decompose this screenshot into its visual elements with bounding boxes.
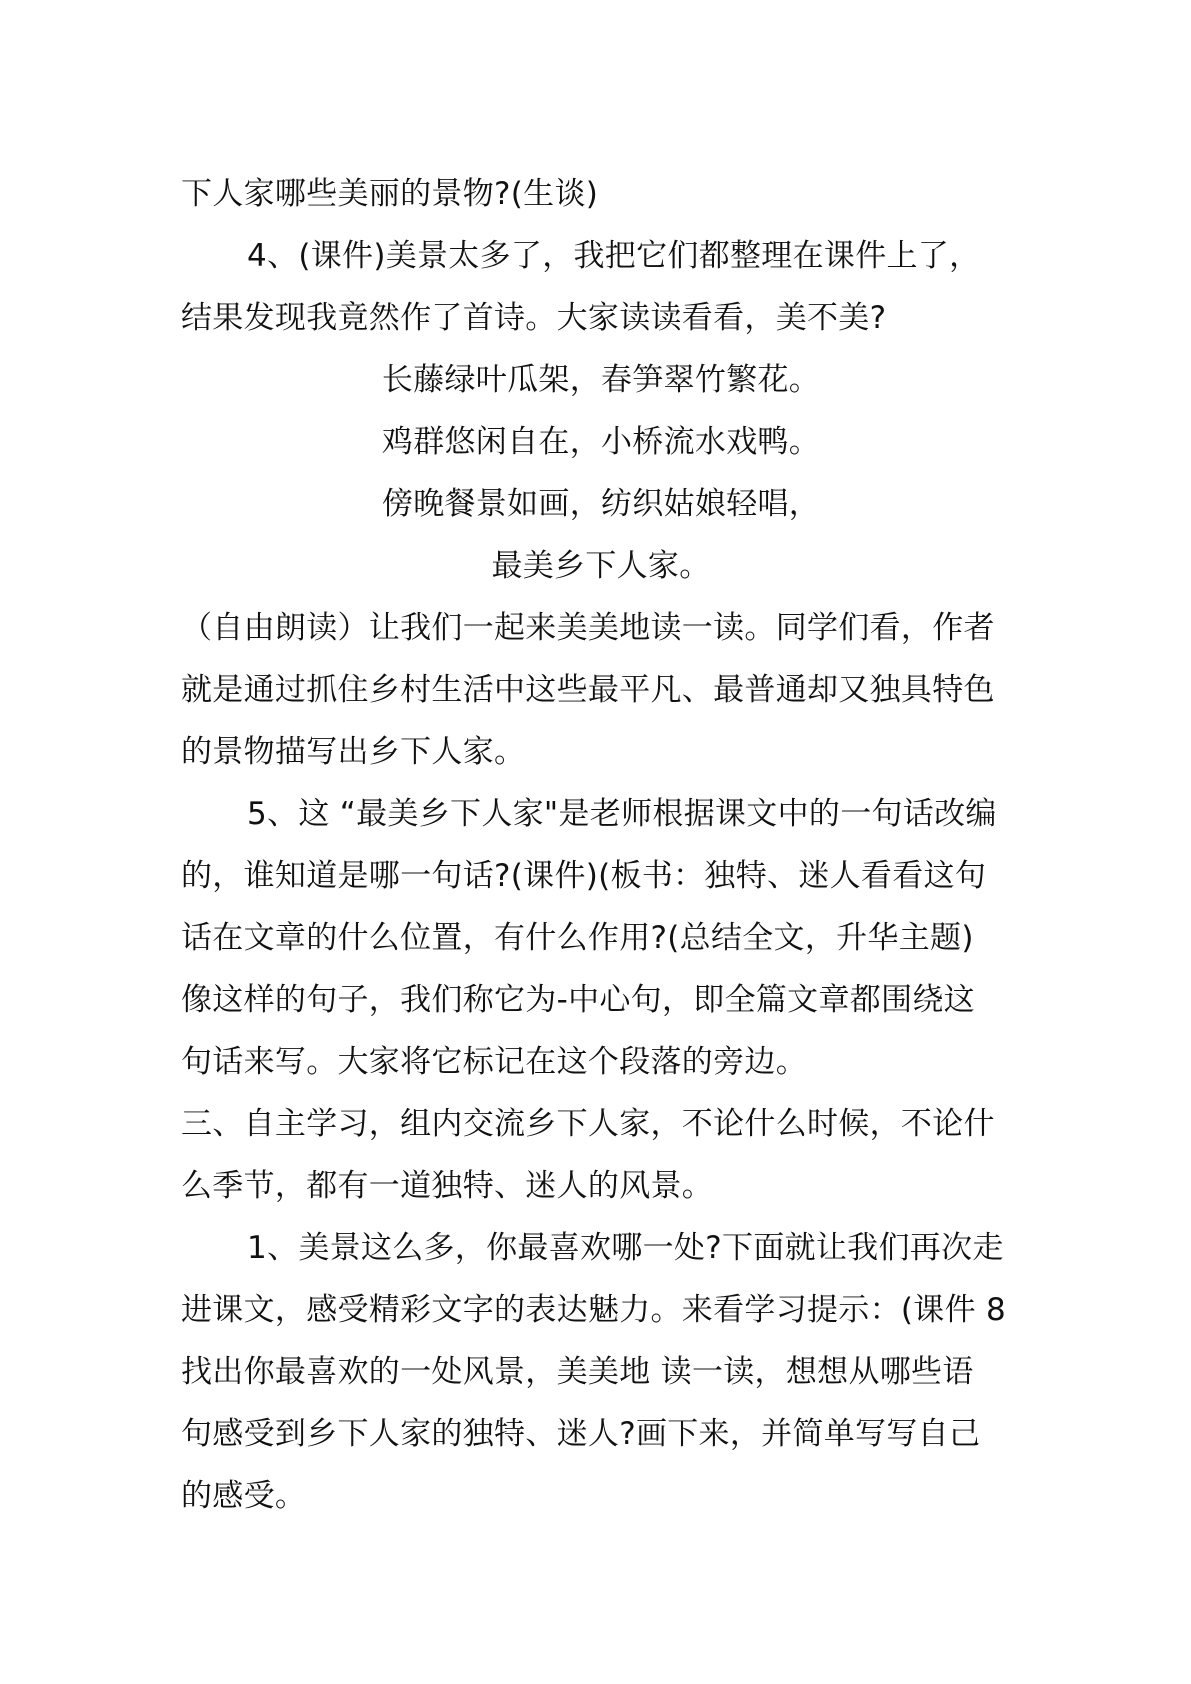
text-line: 进课文，感受精彩文字的表达魅力。来看学习提示：(课件 8	[181, 1292, 1007, 1328]
text-line: 4、(课件)美景太多了，我把它们都整理在课件上了，	[247, 238, 981, 274]
text-line: 的，谁知道是哪一句话?(课件)(板书：独特、迷人看看这句	[181, 858, 987, 894]
poem-line: 鸡群悠闲自在，小桥流水戏鸭。	[381, 424, 821, 460]
text-line: 找出你最喜欢的一处风景，美美地 读一读，想想从哪些语	[181, 1354, 974, 1390]
text-line: 结果发现我竟然作了首诗。大家读读看看，美不美?	[181, 300, 887, 336]
text-line: 下人家哪些美丽的景物?(生谈)	[181, 176, 599, 212]
text-line: 句感受到乡下人家的独特、迷人?画下来，并简单写写自己	[181, 1416, 981, 1452]
section-heading-line: 三、自主学习，组内交流乡下人家，不论什么时候，不论什	[181, 1106, 995, 1142]
text-line: 句话来写。大家将它标记在这个段落的旁边。	[181, 1044, 807, 1080]
text-line: 5、这 “最美乡下人家"是老师根据课文中的一句话改编	[247, 796, 997, 832]
poem-line: 傍晚餐景如画，纺织姑娘轻唱，	[381, 486, 821, 522]
document-body	[181, 163, 1021, 1527]
text-line: 像这样的句子，我们称它为-中心句，即全篇文章都围绕这	[181, 982, 975, 1018]
text-line: 1、美景这么多，你最喜欢哪一处?下面就让我们再次走	[247, 1230, 1004, 1266]
poem-line: 最美乡下人家。	[491, 548, 711, 584]
text-line: 么季节，都有一道独特、迷人的风景。	[181, 1168, 714, 1204]
text-line: 的感受。	[181, 1478, 307, 1514]
poem-line: 长藤绿叶瓜架，春笋翠竹繁花。	[381, 362, 821, 398]
text-line: 就是通过抓住乡村生活中这些最平凡、最普通却又独具特色	[181, 672, 995, 708]
text-line: 的景物描写出乡下人家。	[181, 734, 526, 770]
text-line: 话在文章的什么位置，有什么作用?(总结全文，升华主题)	[181, 920, 974, 956]
text-line: （自由朗读）让我们一起来美美地读一读。同学们看，作者	[181, 610, 995, 646]
